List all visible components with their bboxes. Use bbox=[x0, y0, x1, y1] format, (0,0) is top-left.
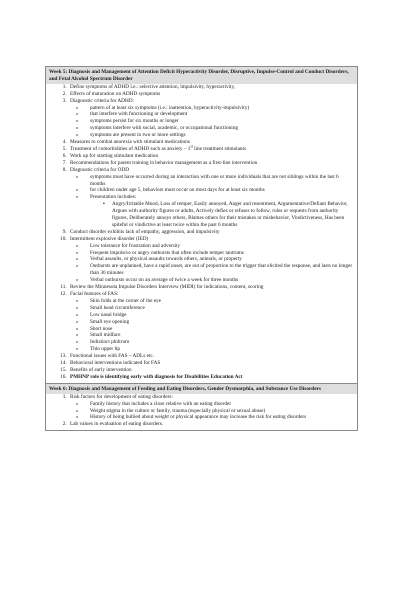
week5-body bbox=[46, 84, 357, 383]
list-item: 1. Define symptoms of ADHD i.e.: selective attention, impulsivity, hyperactivity, bbox=[68, 84, 354, 91]
sub-item: o symptoms interfere with social, academic, or occupational functioning bbox=[86, 125, 354, 132]
sub-item: o symptoms must have occurred during an interaction with one or more individuals that are not siblings within the last 6 months bbox=[86, 174, 354, 188]
list-item: 12. Facial features of FAS: o Skin folds at the corner of the eye o Small head circumference o Low nasal bridge o Small eye opening o Short nose o Small midface o Indistinct philtrum o Thin upper lip bbox=[68, 291, 354, 353]
sub-item: o Small midface bbox=[86, 332, 354, 339]
list-item: 4. Measures to combat anorexia with stimulant medications bbox=[68, 139, 354, 146]
list-item: 5. Treatment of comorbidities of ADHD such as anxiety – 1st line treatment stimulants bbox=[68, 146, 354, 153]
list-item: 6. Work up for starting stimulant medication bbox=[68, 153, 354, 160]
week5-list bbox=[49, 84, 354, 381]
list-item: 3. Diagnostic criteria for ADHD: o pattern of at least six symptoms (i.e.: inattention, hyperactivity-impulsivity) o that interfere with functioning or development o symptoms persist for six months or longer o symptoms interfere with social, academic, or occupational functioning o symptoms are present in two or more settings bbox=[68, 98, 354, 139]
sub-item: o Verbal outbursts occur on an average of twice a week for three months bbox=[86, 277, 354, 284]
week5-heading: Week 5: Diagnosis and Management of Attention Deficit Hyperactivity Disorder, Disruptive, Impulse-Control and Conduct Disorders, and Fetal Alcohol Spectrum Disorder bbox=[46, 67, 357, 84]
week6-body bbox=[46, 394, 357, 431]
week6-section bbox=[46, 384, 357, 431]
week6-list bbox=[49, 394, 354, 429]
sub-item: o Small head circumference bbox=[86, 305, 354, 312]
sub-item: o Outbursts are unplanned, have a rapid onset, are out of proportion to the trigger that elicited the response, and lasts no longer than 30 minutes bbox=[86, 263, 354, 277]
list-item: 15. Benefits of early intervention bbox=[68, 367, 354, 374]
list-item: 2. Lab values in evaluation of eating disorders. bbox=[68, 421, 354, 428]
sub-item: o Low nasal bridge bbox=[86, 312, 354, 319]
list-item: 13. Functional issues with FAS – ADLs etc. bbox=[68, 353, 354, 360]
fas-features-list bbox=[70, 298, 354, 353]
sub-item: o Thin upper lip bbox=[86, 346, 354, 353]
week6-heading: Week 6: Diagnosis and Management of Feeding and Eating Disorders, Gender Dysmorphia, and Substance Use Disorders bbox=[46, 384, 357, 394]
sub-item: o Short nose bbox=[86, 326, 354, 333]
sub-item: o symptoms persist for six months or longer bbox=[86, 118, 354, 125]
sub-item: o Frequent impulsive or angry outbursts that often include temper tantrums bbox=[86, 250, 354, 257]
list-item: 8. Diagnostic criteria for ODD o symptoms must have occurred during an interaction with one or more individuals that are not siblings within the last 6 months o for children under age 5, behaviors must occur on most days for at least six months o Presentation includes: ▪ Angry/Irritable Mood, Loss of temper, Easily annoyed, Anger and resentment, Argumentative/Defiant Behavior, Argues with authority figures or adults, Actively defies or refuses to follow, rules or requests from authority figures, Deliberately annoys others, Blames others for their mistakes or misbehavior, Vindictiveness, Has been spiteful or vindictive at least twice within the past 6 months bbox=[68, 167, 354, 229]
sub-item: o Weight stigma in the culture or family, trauma (especially physical or sexual abuse) bbox=[86, 408, 354, 415]
list-item: 9. Conduct disorder exhibits lack of empathy, aggression, and impulsivity bbox=[68, 229, 354, 236]
list-item: 2. Effects of maturation on ADHD symptoms bbox=[68, 91, 354, 98]
sub-item: o symptoms are present in two or more settings bbox=[86, 132, 354, 139]
sub-item: o that interfere with functioning or development bbox=[86, 111, 354, 118]
sub-item: o pattern of at least six symptoms (i.e.: inattention, hyperactivity-impulsivity) bbox=[86, 105, 354, 112]
odd-criteria-list bbox=[70, 174, 354, 229]
adhd-criteria-list bbox=[70, 105, 354, 140]
study-guide-table bbox=[45, 66, 358, 431]
sub-item: o History of being bullied about weight or physical appearance may increase the risk for eating disorders bbox=[86, 414, 354, 421]
sub-item: o Family history that includes a close relative with an eating disorder bbox=[86, 401, 354, 408]
week5-section bbox=[46, 67, 357, 384]
ied-list bbox=[70, 243, 354, 284]
list-item: 7. Recommendations for parent training in behavior management as a first-line intervention bbox=[68, 160, 354, 167]
bullet-item: ▪ Angry/Irritable Mood, Loss of temper, Easily annoyed, Anger and resentment, Argumentative/Defiant Behavior, Argues with authority figures or adults, Actively defies or refuses to follow, rules or requests from authority figures, Deliberately annoys others, Blames others for their mistakes or misbehavior, Vindictiveness, Has been spiteful or vindictive at least twice within the past 6 months bbox=[112, 201, 354, 229]
list-item: 16. PMHNP role is identifying early with diagnosis for Disabilities Education Act bbox=[68, 374, 354, 381]
list-item: 10. Intermittent explosive disorder (IED) o Low tolerance for frustration and adversity o Frequent impulsive or angry outbursts that often include temper tantrums o Verbal assaults, or physical assaults towards others, animals, or property o Outbursts are unplanned, have a rapid onset, are out of proportion to the trigger that elicited the response, and lasts no longer than 30 minutes o Verbal outbursts occur on an average of twice a week for three months bbox=[68, 236, 354, 284]
sub-item: o Verbal assaults, or physical assaults towards others, animals, or property bbox=[86, 256, 354, 263]
list-item: 1. Risk factors for development of eating disorders: o Family history that includes a close relative with an eating disorder o Weight stigma in the culture or family, trauma (especially physical or sexual abuse) o History of being bullied about weight or physical appearance may increase the risk for eating disorders bbox=[68, 394, 354, 422]
sub-item: o Indistinct philtrum bbox=[86, 339, 354, 346]
sub-item: o for children under age 5, behaviors must occur on most days for at least six months bbox=[86, 187, 354, 194]
sub-item: o Small eye opening bbox=[86, 319, 354, 326]
sub-item: o Skin folds at the corner of the eye bbox=[86, 298, 354, 305]
odd-presentation-list bbox=[90, 201, 354, 229]
sub-item: o Presentation includes: ▪ Angry/Irritable Mood, Loss of temper, Easily annoyed, Anger and resentment, Argumentative/Defiant Behavior, Argues with authority figures or adults, Actively defies or refuses to follow, rules or requests from authority figures, Deliberately annoys others, Blames others for their mistakes or misbehavior, Vindictiveness, Has been spiteful or vindictive at least twice within the past 6 months bbox=[86, 194, 354, 229]
sub-item: o Low tolerance for frustration and adversity bbox=[86, 243, 354, 250]
list-item: 14. Behavioral interventions indicated for FAS bbox=[68, 360, 354, 367]
eating-risk-list bbox=[70, 401, 354, 422]
list-item: 11. Review the Minnesota Impulse Disorders Interview (MIDI) for indications, content, scoring bbox=[68, 284, 354, 291]
